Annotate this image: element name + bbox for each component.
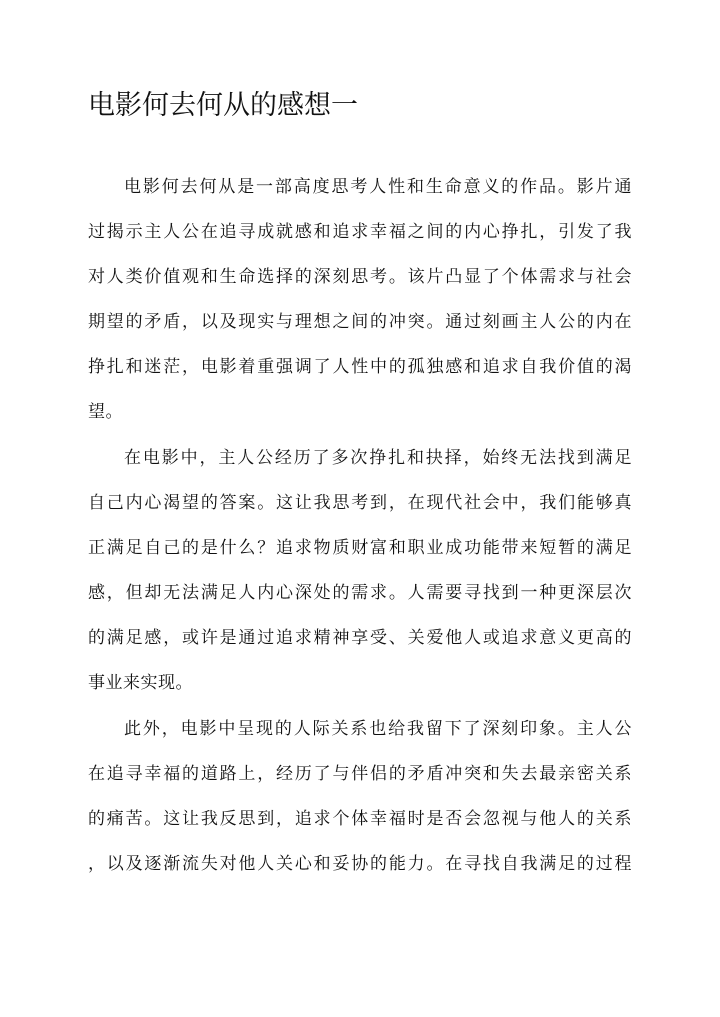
paragraph-line: 自己内心渴望的答案。这让我思考到，在现代社会中，我们能够真 [88,493,632,513]
paragraph-line: 过揭示主人公在追寻成就感和追求幸福之间的内心挣扎，引发了我 [88,222,632,242]
paragraph-line: 的痛苦。这让我反思到，追求个体幸福时是否会忽视与他人的关系 [88,809,632,829]
paragraph-line: 望。 [88,402,123,422]
paragraph-line: ，以及逐渐流失对他人关心和妥协的能力。在寻找自我满足的过程 [88,854,632,874]
paragraph-line: 挣扎和迷茫，电影着重强调了人性中的孤独感和追求自我价值的渴 [88,357,632,377]
paragraph-line: 此外，电影中呈现的人际关系也给我留下了深刻印象。主人公 [124,719,632,739]
paragraph-line: 正满足自己的是什么？追求物质财富和职业成功能带来短暂的满足 [88,538,632,558]
paragraph-line: 期望的矛盾，以及现实与理想之间的冲突。通过刻画主人公的内在 [88,312,632,332]
paragraph-line: 对人类价值观和生命选择的深刻思考。该片凸显了个体需求与社会 [88,267,632,287]
paragraph-1 [88,165,632,435]
document-title: 电影何去何从的感想一 [88,90,358,121]
paragraph-line: 感，但却无法满足人内心深处的需求。人需要寻找到一种更深层次 [88,583,632,603]
paragraph-line: 在电影中，主人公经历了多次挣扎和抉择，始终无法找到满足 [124,448,632,468]
paragraph-line: 电影何去何从是一部高度思考人性和生命意义的作品。影片通 [124,177,632,197]
paragraph-line: 在追寻幸福的道路上，经历了与伴侣的矛盾冲突和失去最亲密关系 [88,764,632,784]
paragraph-3 [88,707,632,887]
paragraph-line: 事业来实现。 [88,673,193,693]
paragraph-line: 的满足感，或许是通过追求精神享受、关爱他人或追求意义更高的 [88,628,632,648]
paragraph-2 [88,436,632,706]
